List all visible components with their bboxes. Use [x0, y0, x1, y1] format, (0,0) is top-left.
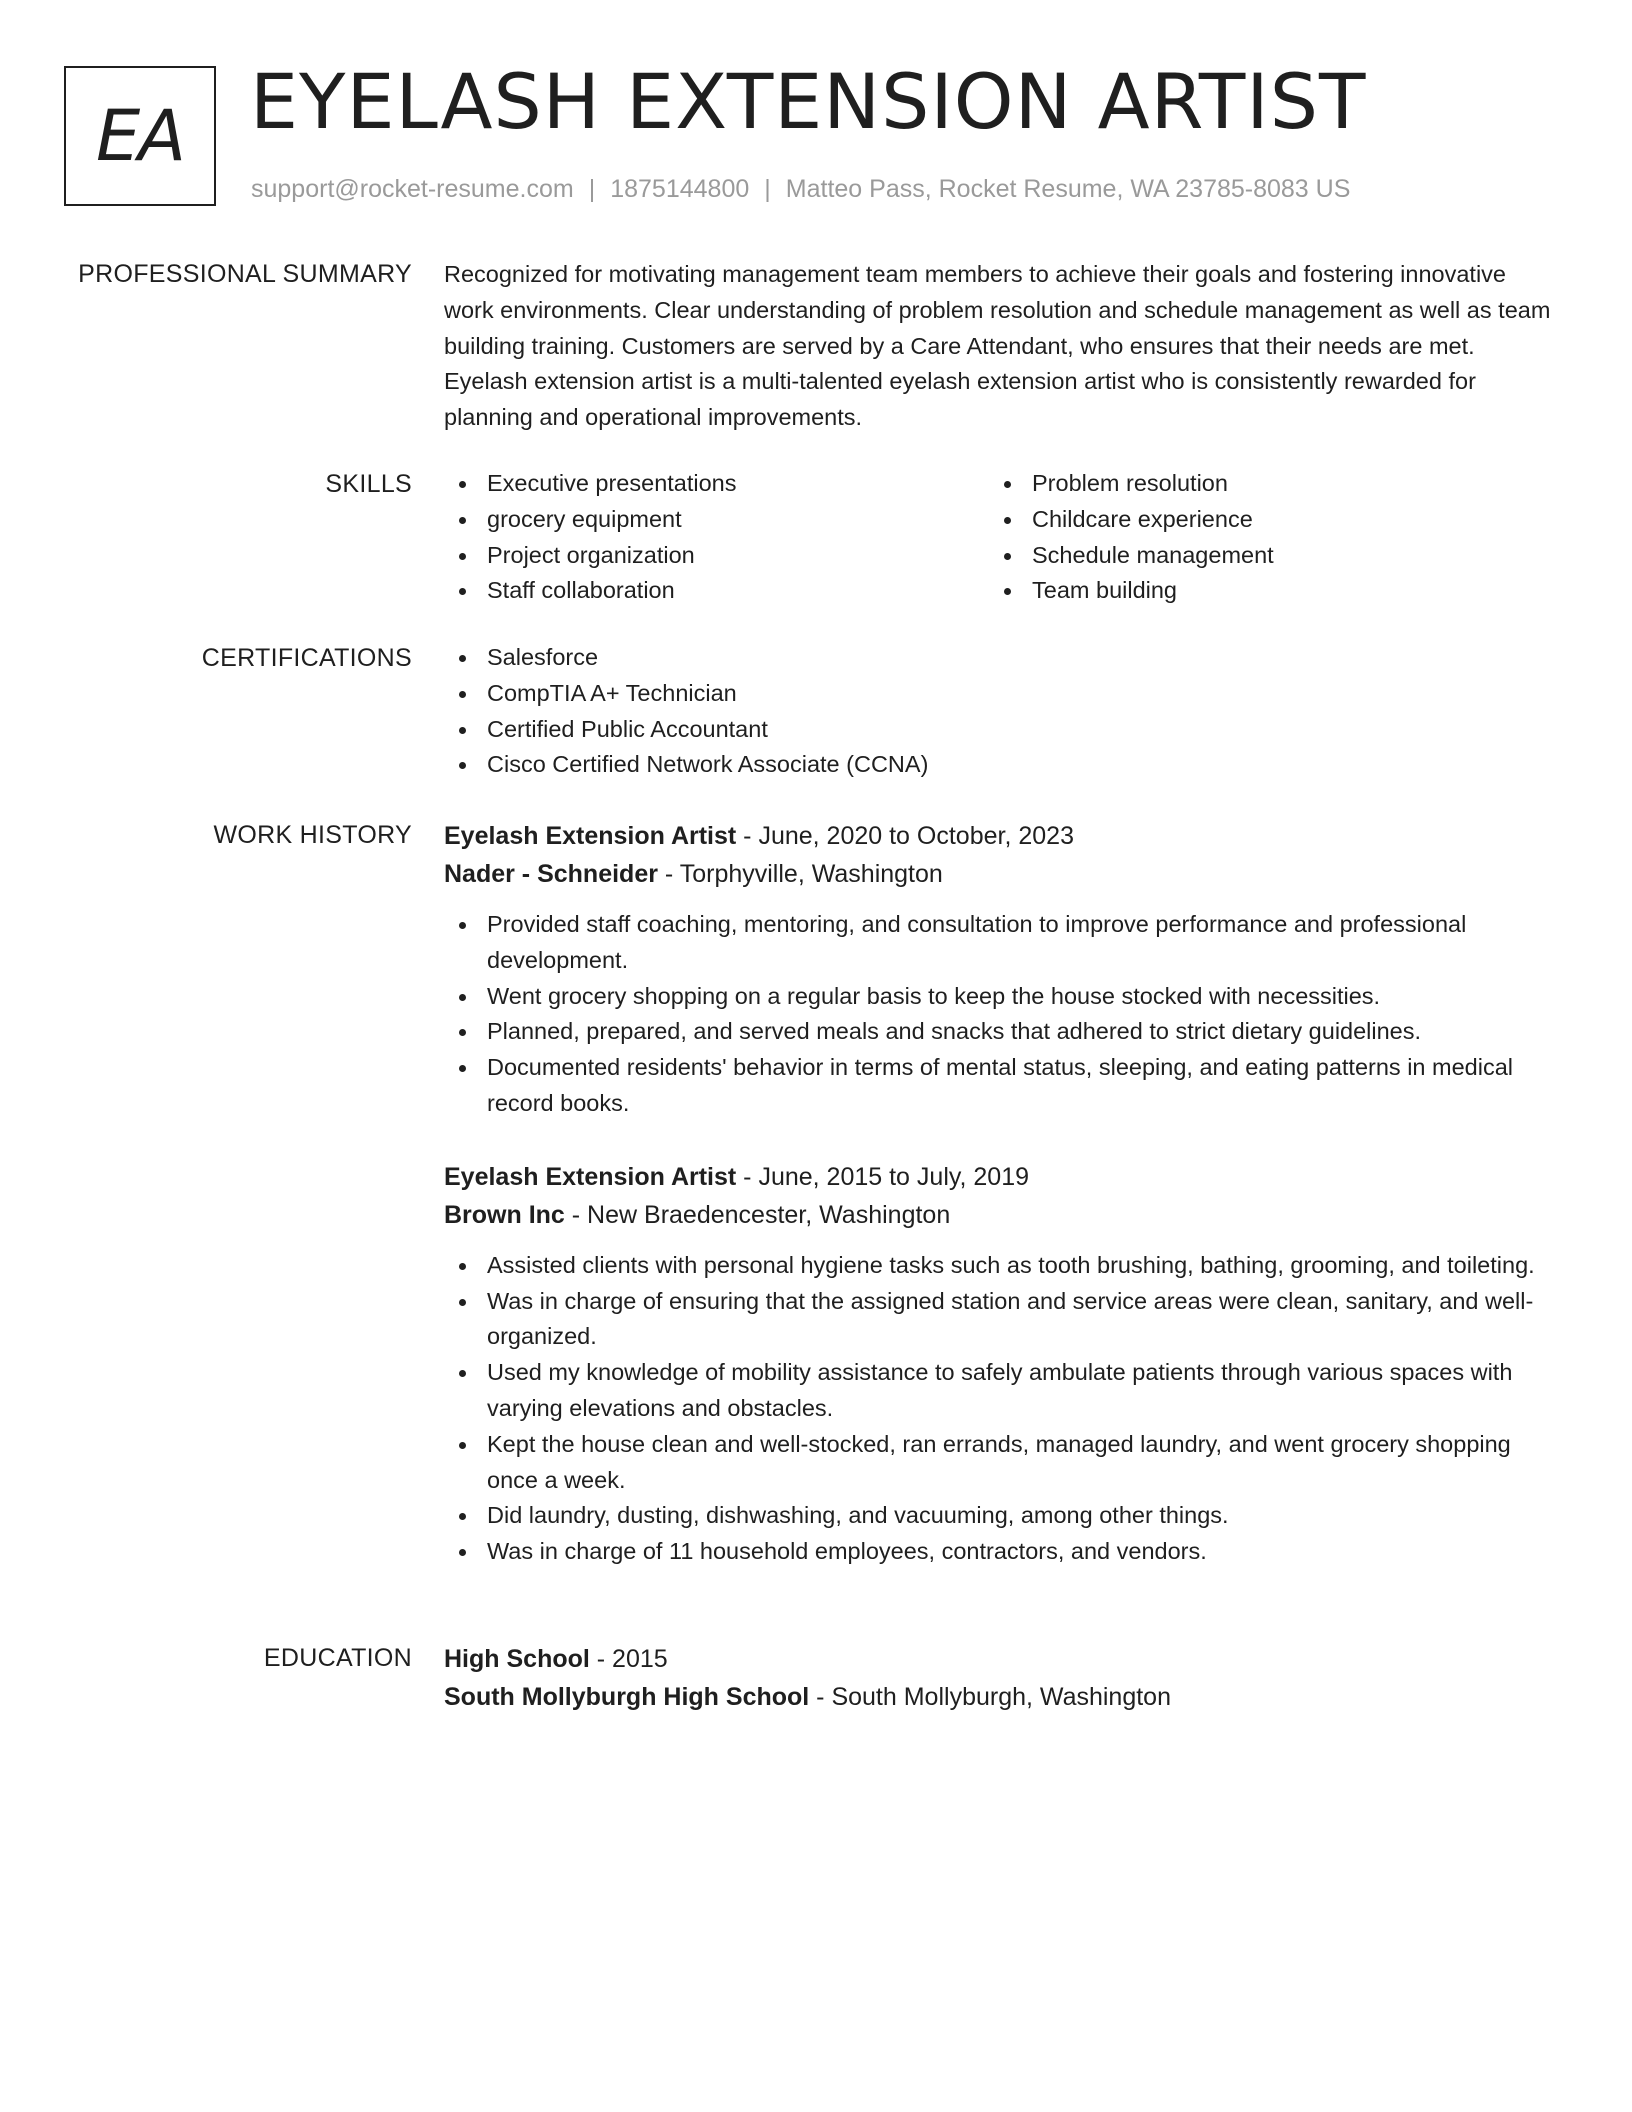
list-item: Did laundry, dusting, dishwashing, and vacuuming, among other things. [444, 1498, 1556, 1534]
list-item: Planned, prepared, and served meals and snacks that adhered to strict dietary guidelines. [444, 1014, 1556, 1050]
contact-email: support@rocket-resume.com [251, 175, 574, 203]
job-title: Eyelash Extension Artist [444, 822, 737, 850]
education-school: South Mollyburgh High School [444, 1683, 810, 1711]
job-company-line [444, 855, 1556, 893]
contact-separator: | [588, 175, 596, 203]
list-item: Provided staff coaching, mentoring, and consultation to improve performance and professional development. [444, 907, 1556, 979]
contact-line [251, 172, 1350, 206]
job-company: Brown Inc [444, 1200, 565, 1229]
list-item: Was in charge of 11 household employees, contractors, and vendors. [444, 1534, 1556, 1570]
list-item: grocery equipment [444, 502, 989, 538]
list-item: Certified Public Accountant [444, 712, 1556, 748]
list-item: Kept the house clean and well-stocked, ran errands, managed laundry, and went grocery shopping once a week. [444, 1427, 1556, 1499]
job-company: Nader - Schneider [444, 860, 658, 888]
list-item: Was in charge of ensuring that the assigned station and service areas were clean, sanitary, and well-organized. [444, 1284, 1556, 1356]
job-location: - New Braedencester, Washington [564, 1200, 951, 1229]
list-item: Documented residents' behavior in terms of mental status, sleeping, and eating patterns in medical record books. [444, 1050, 1556, 1122]
education-school-line [444, 1678, 1556, 1716]
job-dates: - June, 2015 to July, 2019 [736, 1162, 1030, 1191]
contact-address: Matteo Pass, Rocket Resume, WA 23785-8083 US [785, 175, 1351, 203]
initials-monogram: EA [64, 66, 216, 206]
contact-phone: 1875144800 [610, 175, 750, 203]
job-entry [444, 1158, 1556, 1570]
list-item: Cisco Certified Network Associate (CCNA) [444, 747, 1556, 783]
job-bullets [444, 907, 1556, 1122]
list-item: CompTIA A+ Technician [444, 676, 1556, 712]
list-item: Used my knowledge of mobility assistance to safely ambulate patients through various spaces with varying elevations and obstacles. [444, 1355, 1556, 1427]
section-label-certifications: CERTIFICATIONS [201, 644, 412, 672]
job-title-line [444, 817, 1556, 855]
education-year: - 2015 [589, 1645, 668, 1673]
list-item: Childcare experience [989, 502, 1534, 538]
job-dates: - June, 2020 to October, 2023 [736, 822, 1074, 850]
certifications-list [444, 640, 1556, 783]
section-label-education: EDUCATION [263, 1644, 412, 1672]
job-entry [444, 817, 1556, 1122]
resume-title: EYELASH EXTENSION ARTIST [250, 57, 1367, 146]
job-bullets [444, 1248, 1556, 1570]
summary-text: Recognized for motivating management team members to achieve their goals and fostering innovative work environments. Clear understanding of problem resolution and schedule management as well as team building training. Customers are served by a Care Attendant, who ensures that their needs are met. Eyelash extension artist is a multi-talented eyelash extension artist who is consistently rewarded for planning and operational improvements. [444, 261, 1551, 431]
section-label-summary: PROFESSIONAL SUMMARY [78, 260, 412, 288]
skills-list-right [989, 466, 1534, 609]
contact-separator: | [764, 175, 771, 203]
skills-list-left [444, 466, 989, 609]
section-label-work: WORK HISTORY [213, 821, 412, 849]
list-item: Went grocery shopping on a regular basis to keep the house stocked with necessities. [444, 979, 1556, 1015]
job-location: - Torphyville, Washington [657, 860, 943, 888]
list-item: Executive presentations [444, 466, 989, 502]
job-title: Eyelash Extension Artist [444, 1162, 737, 1191]
section-label-skills: SKILLS [325, 470, 412, 498]
education-location: - South Mollyburgh, Washington [809, 1683, 1171, 1711]
list-item: Schedule management [989, 538, 1534, 574]
education-degree-line [444, 1640, 1556, 1678]
list-item: Problem resolution [989, 466, 1534, 502]
job-title-line [444, 1158, 1556, 1196]
job-company-line [444, 1196, 1556, 1234]
list-item: Assisted clients with personal hygiene tasks such as tooth brushing, bathing, grooming, and toileting. [444, 1248, 1556, 1284]
education-degree: High School [444, 1645, 590, 1673]
list-item: Project organization [444, 538, 989, 574]
list-item: Team building [989, 573, 1534, 609]
list-item: Salesforce [444, 640, 1556, 676]
list-item: Staff collaboration [444, 573, 989, 609]
